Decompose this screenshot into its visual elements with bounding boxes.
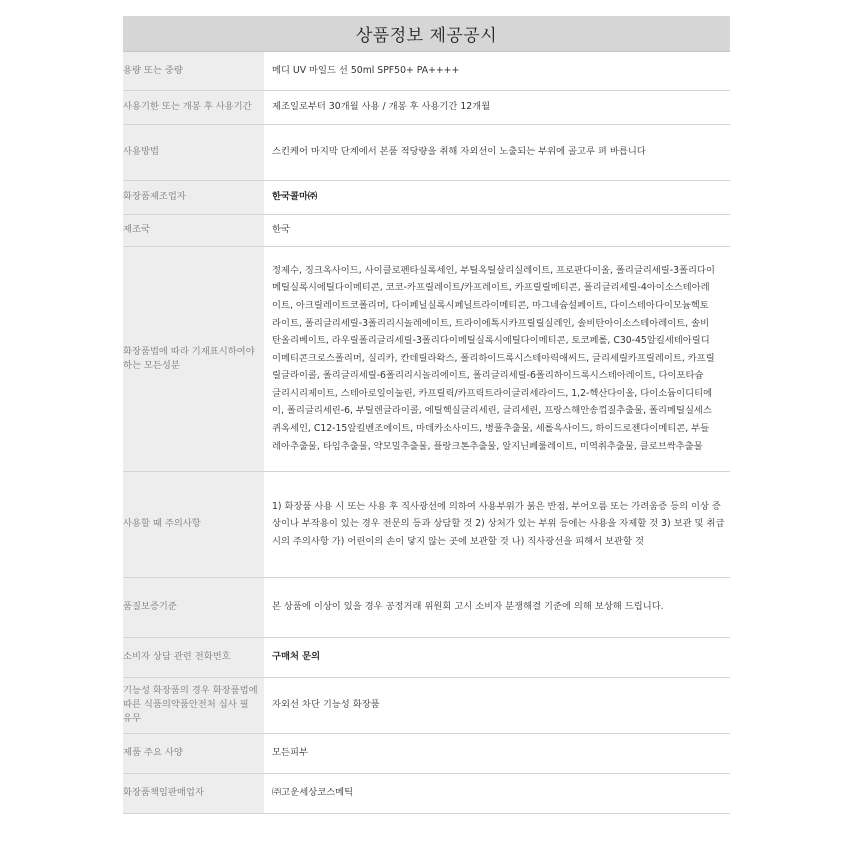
value-manufacturer: 한국콜마㈜: [264, 180, 730, 214]
value-capacity: 메디 UV 마일드 선 50ml SPF50+ PA++++: [264, 52, 730, 90]
row-manufacturer: [123, 180, 730, 214]
sheet-title: 상품정보 제공공시: [123, 16, 730, 52]
label-manufacturer: 화장품제조업자: [123, 180, 264, 214]
value-seller: ㈜고운세상코스메틱: [264, 773, 730, 813]
label-functional: 기능성 화장품의 경우 화장품법에 따른 식품의약품안전처 심사 필 유무: [123, 677, 264, 733]
label-spec: 제품 주요 사양: [123, 733, 264, 773]
product-info-table: [123, 52, 730, 814]
row-functional: [123, 677, 730, 733]
label-seller: 화장품책임판매업자: [123, 773, 264, 813]
row-phone: [123, 637, 730, 677]
row-spec: [123, 733, 730, 773]
label-capacity: 용량 또는 중량: [123, 52, 264, 90]
label-phone: 소비자 상담 관련 전화번호: [123, 637, 264, 677]
label-usage: 사용방법: [123, 124, 264, 180]
row-expiry: [123, 90, 730, 124]
value-expiry: 제조일로부터 30개월 사용 / 개봉 후 사용기간 12개월: [264, 90, 730, 124]
product-info-sheet: [123, 16, 730, 816]
label-ingredients: 화장품법에 따라 기재표시하여야 하는 모든성분: [123, 246, 264, 471]
row-ingredients: [123, 246, 730, 471]
value-spec: 모든피부: [264, 733, 730, 773]
row-seller: [123, 773, 730, 813]
label-quality: 품질보증기준: [123, 577, 264, 637]
label-expiry: 사용기한 또는 개봉 후 사용기간: [123, 90, 264, 124]
row-usage: [123, 124, 730, 180]
value-usage: 스킨케어 마지막 단계에서 본품 적당량을 취해 자외선이 노출되는 부위에 골고루 펴 바릅니다: [264, 124, 730, 180]
label-country: 제조국: [123, 214, 264, 246]
value-phone: 구매처 문의: [264, 637, 730, 677]
row-country: [123, 214, 730, 246]
value-ingredients: 정제수, 징크옥사이드, 사이클로펜타실록세인, 부틸옥틸살리실레이트, 프로판다이올, 폴리글리세릴-3폴리다이 메틸실록시에틸다이메티콘, 코코-카프릴레이트/카프레이트, 카프릴릴메티콘, 폴리글리세릴-4아이소스테아레 이트, 아크릴레이트코폴리머, 다이페닐실록시페닐트라이메티콘, 마그네슘설페이트, 다이스테아다이모늄헥토 라이트, 폴리글리세릴-3폴리리시놀레에이트, 트라이에톡시카프릴릴실레인, 솔비탄아이소스테아레이트, 솔비 탄올리베이트, 라우릴폴리글리세릴-3폴리다이메틸실록시에틸다이메티콘, 토코페롤, C30-45알킬세테아릴디 이메티콘크로스폴리머, 실리카, 칸데릴라왁스, 폴리하이드록시스테아릭애씨드, 글리세릴카프릴레이트, 카프릴 릴글라이콜, 폴리글리세릴-6폴리리시놀리에이트, 폴리글리세릴-6폴리하이드록시스테아레이트, 다이포타슘 글리시리제이트, 스테아로일이눌린, 카프릴릭/카프릭트라이글리세라이드, 1,2-헥산다이올, 다이소듐이디티에 이, 폴리글리세린-6, 부틸렌글라이콜, 에틸헥실글리세린, 글리세린, 프랑스해안송껍질추출물, 폴리메틸실세스 퀴옥세인, C12-15알킬벤조에이트, 마데카소사이드, 병풀추출물, 세롤옥사이드, 하이드로젠다이메티콘, 부들 레아추출물, 타임추출물, 약모밀추출물, 플랑크톤추출물, 알지닌페룰레이트, 미역취추출물, 클로브싹추출물: [264, 246, 730, 471]
label-caution: 사용할 때 주의사항: [123, 471, 264, 577]
value-functional: 자외선 차단 기능성 화장품: [264, 677, 730, 733]
value-quality: 본 상품에 이상이 있을 경우 공정거래 위원회 고시 소비자 분쟁해결 기준에 의해 보상해 드립니다.: [264, 577, 730, 637]
row-quality: [123, 577, 730, 637]
row-caution: [123, 471, 730, 577]
value-country: 한국: [264, 214, 730, 246]
value-caution: 1) 화장품 사용 시 또는 사용 후 직사광선에 의하여 사용부위가 붉은 반점, 부어오름 또는 가려움증 등의 이상 증 상이나 부작용이 있는 경우 전문의 등과 상담할 것 2) 상처가 있는 부위 등에는 사용을 자제할 것 3) 보관 및 취급 시의 주의사항 가) 어린이의 손이 닿지 않는 곳에 보관할 것 나) 직사광선을 피해서 보관할 것: [264, 471, 730, 577]
row-capacity: [123, 52, 730, 90]
